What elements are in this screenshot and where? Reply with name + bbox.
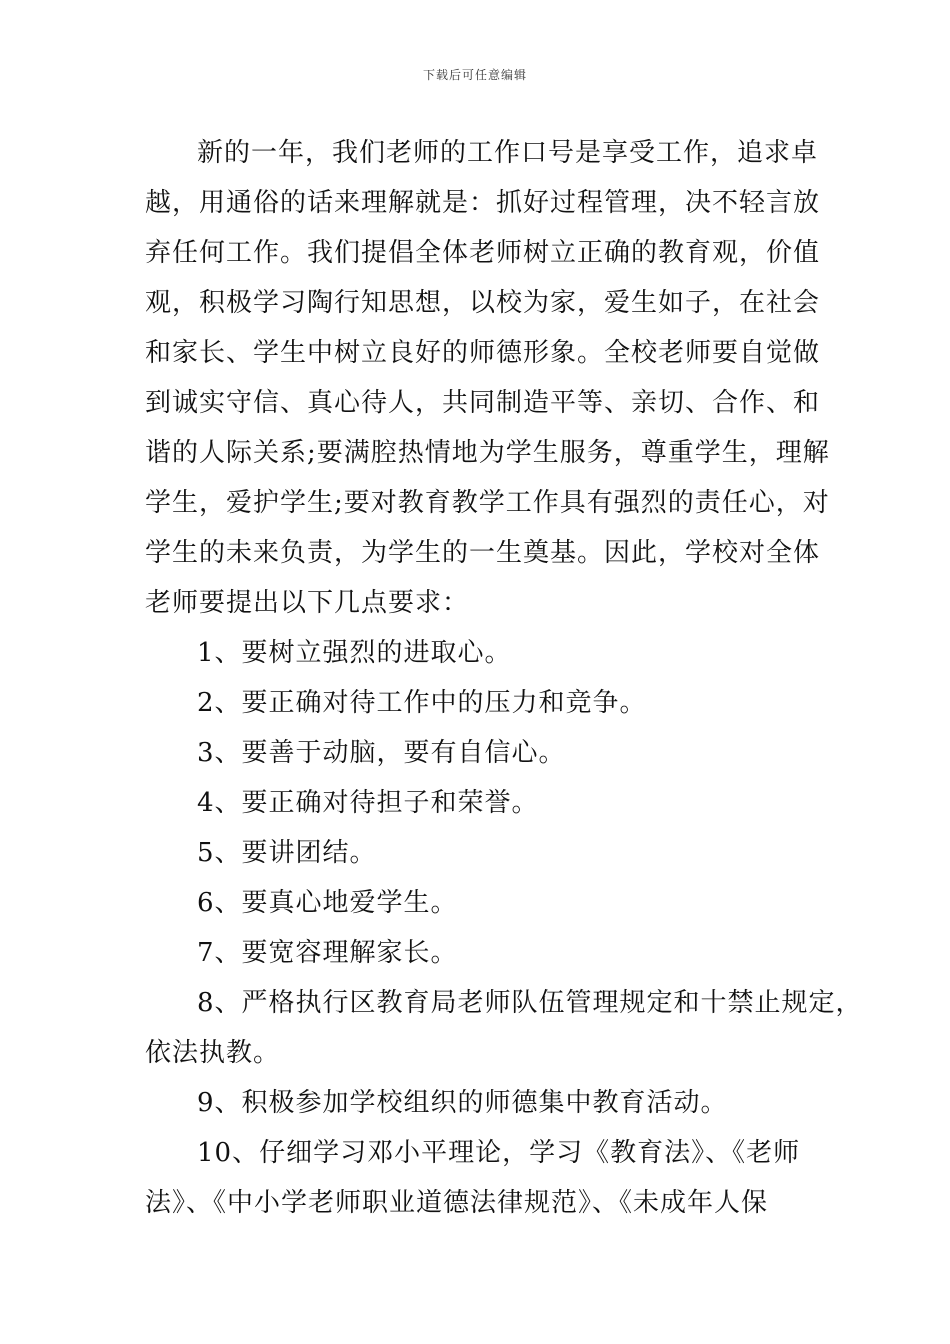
requirement-line: 法》、《中小学老师职业道德法律规范》、《未成年人保 (145, 1188, 769, 1218)
document-body (145, 128, 863, 1228)
intro-line: 新的一年，我们老师的工作口号是享受工作，追求卓 (197, 138, 819, 168)
requirement-line: 依法执教。 (145, 1038, 281, 1068)
intro-line: 学生，爱护学生;要对教育教学工作具有强烈的责任心，对 (145, 488, 830, 518)
requirement-item (145, 928, 810, 978)
requirement-line: 4、要正确对待担子和荣誉。 (197, 788, 539, 818)
intro-line: 观，积极学习陶行知思想，以校为家，爱生如子，在社会 (145, 288, 821, 318)
intro-line: 到诚实守信、真心待人，共同制造平等、亲切、合作、和 (145, 388, 821, 418)
requirement-line: 8、严格执行区教育局老师队伍管理规定和十禁止规定， (197, 988, 863, 1018)
intro-line: 越，用通俗的话来理解就是：抓好过程管理，决不轻言放 (145, 188, 821, 218)
requirement-line: 5、要讲团结。 (197, 838, 377, 868)
intro-line: 谐的人际关系;要满腔热情地为学生服务，尊重学生，理解 (145, 438, 830, 468)
intro-line: 学生的未来负责，为学生的一生奠基。因此，学校对全体 (145, 538, 821, 568)
intro-paragraph (145, 128, 830, 628)
requirement-item (145, 728, 810, 778)
requirement-line: 3、要善于动脑，要有自信心。 (197, 738, 566, 768)
requirement-item (145, 828, 810, 878)
requirement-item (145, 978, 863, 1078)
intro-line: 和家长、学生中树立良好的师德形象。全校老师要自觉做 (145, 338, 821, 368)
requirement-item (145, 678, 810, 728)
requirement-line: 9、积极参加学校组织的师德集中教育活动。 (197, 1088, 728, 1118)
requirement-item (145, 1128, 810, 1228)
requirement-line: 2、要正确对待工作中的压力和竞争。 (197, 688, 647, 718)
requirement-line: 10、仔细学习邓小平理论，学习《教育法》、《老师 (197, 1138, 801, 1168)
intro-line: 老师要提出以下几点要求： (145, 588, 470, 618)
requirement-item (145, 778, 810, 828)
requirement-item (145, 878, 810, 928)
requirement-line: 7、要宽容理解家长。 (197, 938, 458, 968)
requirement-item (145, 628, 810, 678)
requirement-item (145, 1078, 810, 1128)
header-note: 下载后可任意编辑 (422, 68, 527, 82)
requirement-line: 1、要树立强烈的进取心。 (197, 638, 512, 668)
requirements-list (145, 628, 863, 1228)
intro-line: 弃任何工作。我们提倡全体老师树立正确的教育观，价值 (145, 238, 821, 268)
requirement-line: 6、要真心地爱学生。 (197, 888, 458, 918)
